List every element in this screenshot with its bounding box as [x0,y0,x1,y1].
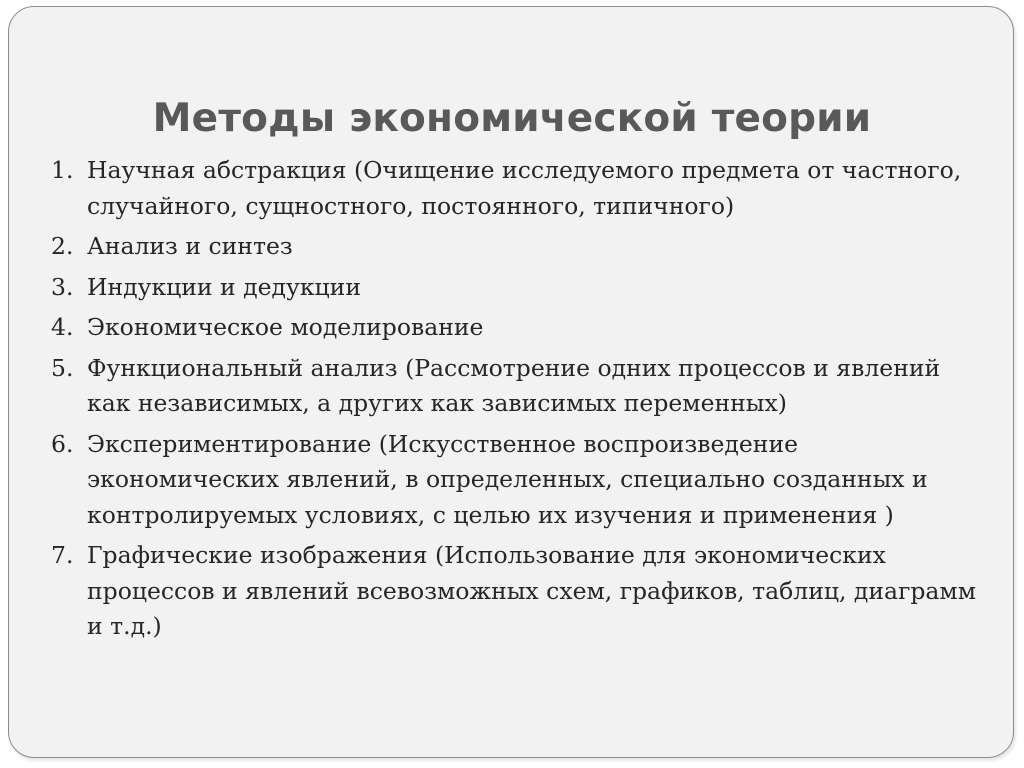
list-item [51,229,981,265]
item-number: 1. [51,156,74,184]
list-item [51,153,981,224]
item-number: 5. [51,353,74,382]
list-item [51,310,981,346]
list-item [51,427,981,534]
item-text: Анализ и синтез [87,232,293,260]
item-number: 7. [51,541,74,569]
item-text: Экспериментирование (Искусственное воспроизведение экономических явлений, в определенных, специально созданных и контролируемых условиях, с целью их изучения и применения ) [87,429,928,529]
item-text: Функциональный анализ (Рассмотрение одних процессов и явлений как независимых, а других как зависимых переменных) [87,353,941,417]
item-text: Научная абстракция (Очищение исследуемого предмета от частного, случайного, сущностного, постоянного, типичного) [87,156,962,220]
list-item [51,351,981,422]
item-number: 2. [51,232,74,260]
methods-list [51,153,981,650]
item-number: 6. [51,429,74,458]
slide-title: Методы экономической теории [152,96,872,142]
item-text: Графические изображения (Использование для экономических процессов и явлений всевозможных схем, графиков, таблиц, диаграмм и т.д.) [87,541,976,640]
item-text: Экономическое моделирование [87,313,484,341]
item-text: Индукции и дедукции [87,272,361,301]
item-number: 4. [51,313,74,341]
item-number: 3. [51,272,74,301]
list-item [51,270,981,306]
list-item [51,538,981,645]
